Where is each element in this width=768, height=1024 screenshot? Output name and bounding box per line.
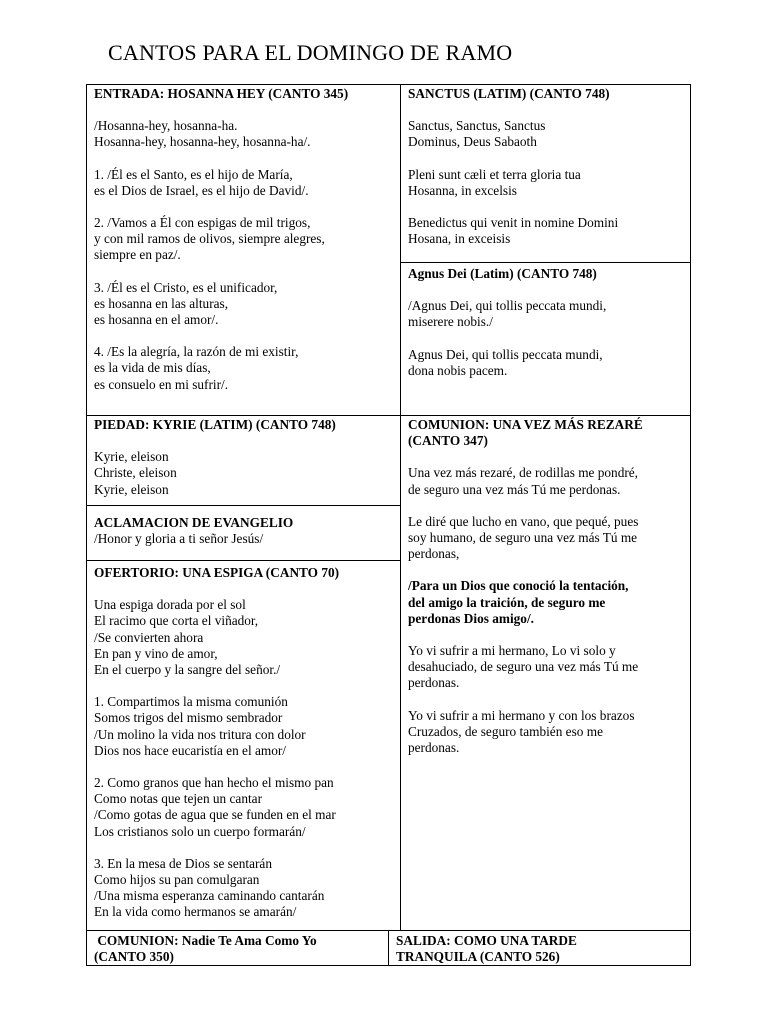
ofertorio-heading: OFERTORIO: UNA ESPIGA (CANTO 70) (94, 565, 340, 580)
agnus-stanza-2: Agnus Dei, qui tollis peccata mundi, dona nobis pacem. (408, 346, 603, 378)
ofertorio-verse-3: 3. En la mesa de Dios se sentarán Como hijos su pan comulgaran /Una misma esperanza caminando cantarán En la vida como hermanos se amarán/ (94, 855, 325, 920)
aclamacion-text: /Honor y gloria a ti señor Jesús/ (94, 531, 264, 547)
comunion-section (400, 415, 691, 931)
ofertorio-verse-1: 1. Compartimos la misma comunión Somos trigos del mismo sembrador /Un molino la vida nos tritura con dolor Dios nos hace eucaristía en el amor/ (94, 694, 306, 758)
comunion-2-heading: COMUNION: Nadie Te Ama Como Yo (CANTO 350) (94, 933, 317, 965)
comunion-2-section (86, 930, 389, 966)
aclamacion-heading: ACLAMACION DE EVANGELIO (94, 515, 294, 530)
comunion-stanza-1: Una vez más rezaré, de rodillas me pondré, de seguro una vez más Tú me perdonas. (408, 465, 639, 497)
sanctus-heading: SANCTUS (LATIM) (CANTO 748) (408, 86, 610, 101)
sanctus-stanza-1: Sanctus, Sanctus, Sanctus Dominus, Deus Sabaoth (408, 118, 546, 150)
piedad-section (86, 415, 401, 506)
comunion-stanza-2: Le diré que lucho en vano, que pequé, pues soy humano, de seguro una vez más Tú me perdonas, (408, 513, 639, 562)
agnus-stanza-1: /Agnus Dei, qui tollis peccata mundi, miserere nobis./ (408, 298, 607, 330)
comunion-chorus: /Para un Dios que conoció la tentación, del amigo la traición, de seguro me perdonas Dios amigo/. (408, 578, 629, 626)
sanctus-stanza-3: Benedictus qui venit in nomine Domini Hosana, in exceisis (408, 215, 619, 247)
comunion-stanza-3: Yo vi sufrir a mi hermano, Lo vi solo y desahuciado, de seguro una vez más Tú me perdonas. (408, 643, 639, 691)
salida-heading: SALIDA: COMO UNA TARDE TRANQUILA (CANTO 526) (396, 933, 577, 965)
entrada-chorus: /Hosanna-hey, hosanna-ha. Hosanna-hey, hosanna-hey, hosanna-ha/. (94, 118, 311, 150)
agnus-heading: Agnus Dei (Latim) (CANTO 748) (408, 266, 597, 281)
ofertorio-section (86, 560, 401, 931)
sanctus-section (400, 84, 691, 263)
comunion-heading: COMUNION: UNA VEZ MÁS REZARÉ (CANTO 347) (408, 417, 643, 449)
entrada-heading: ENTRADA: HOSANNA HEY (CANTO 345) (94, 86, 349, 101)
aclamacion-section (86, 505, 401, 561)
page-title: CANTOS PARA EL DOMINGO DE RAMO (108, 40, 513, 65)
piedad-stanza: Kyrie, eleison Christe, eleison Kyrie, eleison (94, 449, 177, 497)
ofertorio-chorus: Una espiga dorada por el sol El racimo que corta el viñador, /Se convierten ahora En pan y vino de amor, En el cuerpo y la sangre del señor./ (94, 597, 281, 678)
salida-section (388, 930, 691, 966)
entrada-section (86, 84, 401, 416)
comunion-stanza-4: Yo vi sufrir a mi hermano y con los brazos Cruzados, de seguro también eso me perdonas. (408, 707, 635, 756)
entrada-verse-4: 4. /Es la alegría, la razón de mi existir, es la vida de mis días, es consuelo en mi sufrir/. (94, 344, 299, 392)
agnus-section (400, 262, 691, 416)
sanctus-stanza-2: Pleni sunt cæli et terra gloria tua Hosanna, in excelsis (408, 166, 581, 198)
ofertorio-verse-2: 2. Como granos que han hecho el mismo pan Como notas que tejen un cantar /Como gotas de agua que se funden en el mar Los cristianos solo un cuerpo formarán/ (94, 775, 336, 839)
entrada-verse-1: 1. /Él es el Santo, es el hijo de María, es el Dios de Israel, es el hijo de David/. (94, 166, 309, 198)
piedad-heading: PIEDAD: KYRIE (LATIM) (CANTO 748) (94, 417, 336, 432)
entrada-verse-2: 2. /Vamos a Él con espigas de mil trigos, y con mil ramos de olivos, siempre alegres, siempre en paz/. (94, 215, 325, 263)
entrada-verse-3: 3. /Él es el Cristo, es el unificador, es hosanna en las alturas, es hosanna en el amor/. (94, 279, 278, 328)
